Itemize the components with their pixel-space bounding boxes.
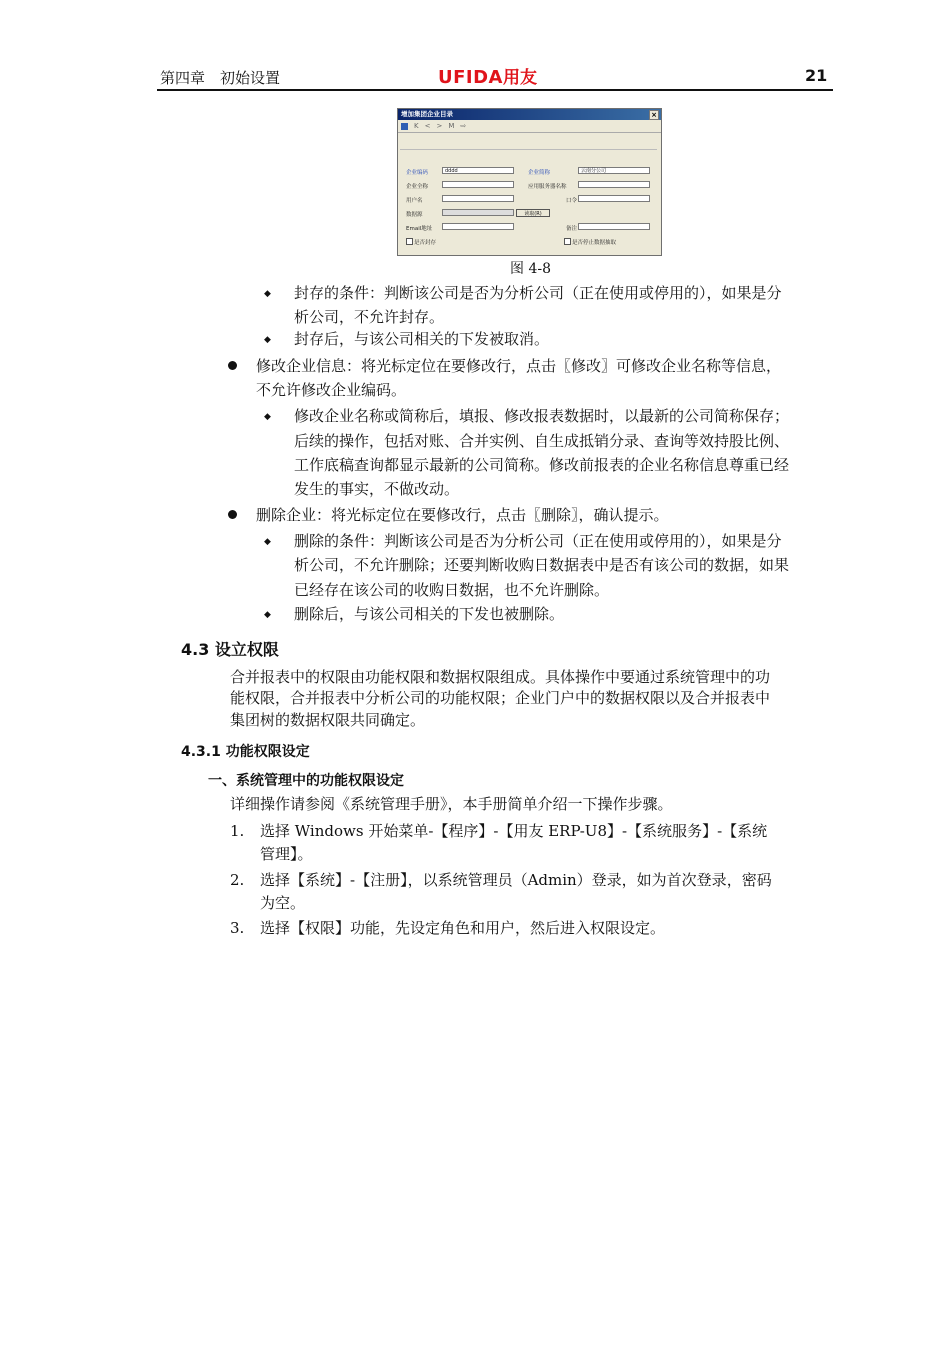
- save-icon[interactable]: [401, 123, 408, 130]
- text-line: 修改企业名称或简称后，填报、修改报表数据时，以最新的公司简称保存；: [294, 407, 790, 425]
- email-input[interactable]: [442, 223, 514, 230]
- password-input[interactable]: [578, 195, 650, 202]
- text-line: 合并报表中的权限由功能权限和数据权限组成。具体操作中要通过系统管理中的功: [230, 668, 771, 686]
- ufida-logo: [438, 63, 537, 88]
- text-line: 删除后，与该公司相关的下发也被删除。: [294, 605, 565, 623]
- label-company-code: 企业编码: [406, 170, 429, 176]
- subsubsection-heading: 一、系统管理中的功能权限设定: [208, 773, 404, 789]
- text-line: 能权限，合并报表中分析公司的功能权限；企业门户中的数据权限以及合并报表中: [230, 689, 771, 707]
- diamond-bullet-icon: ◆: [264, 335, 271, 345]
- logo-brand: UFIDA: [438, 67, 503, 88]
- company-short-input[interactable]: 云南分公司: [578, 167, 650, 174]
- figure-caption: 图 4-8: [510, 261, 551, 277]
- dialog-form: [400, 149, 657, 253]
- stop-extract-checkbox[interactable]: [564, 238, 571, 245]
- text-line: 析公司，不允许封存。: [294, 308, 445, 326]
- label-note: 备注: [566, 226, 578, 232]
- text-line: 已经存在该公司的收购日数据，也不允许删除。: [294, 581, 610, 599]
- datasource-select[interactable]: [442, 209, 514, 216]
- read-button[interactable]: 读取(R): [516, 209, 550, 217]
- text-line: 封存后，与该公司相关的下发被取消。: [294, 330, 550, 348]
- round-bullet-icon: [228, 361, 237, 370]
- company-code-input[interactable]: dddd: [442, 167, 514, 174]
- chapter-title: 第四章 初始设置: [160, 69, 281, 87]
- label-app-server: 应用服务器名称: [528, 184, 567, 190]
- step-text: 选择【权限】功能，先设定角色和用户，然后进入权限设定。: [260, 919, 666, 937]
- text-line: 集团树的数据权限共同确定。: [230, 711, 426, 729]
- exit-icon[interactable]: ⇨: [460, 122, 467, 130]
- app-server-input[interactable]: [578, 181, 650, 188]
- text-line: 修改企业信息：将光标定位在要修改行，点击〖修改〗可修改企业名称等信息，: [256, 357, 782, 375]
- dialog-title-bar: [398, 109, 661, 120]
- diamond-bullet-icon: ◆: [264, 289, 271, 299]
- diamond-bullet-icon: ◆: [264, 610, 271, 620]
- label-password: 口令: [566, 198, 578, 204]
- close-icon[interactable]: ×: [649, 110, 659, 120]
- text-line: 删除的条件：判断该公司是否为分析公司（正在使用或停用的），如果是分: [294, 532, 782, 550]
- step-text: 管理】。: [260, 845, 313, 863]
- first-record-icon[interactable]: K: [414, 122, 419, 130]
- add-company-dialog: [397, 108, 662, 256]
- label-stop-extract: 是否停止数据抽取: [572, 240, 617, 246]
- step-number: 2.: [230, 871, 245, 889]
- round-bullet-icon: [228, 510, 237, 519]
- label-sealed: 是否封存: [414, 240, 437, 246]
- label-company-short: 企业简称: [528, 170, 551, 176]
- prev-record-icon[interactable]: <: [424, 122, 431, 130]
- next-record-icon[interactable]: >: [436, 122, 443, 130]
- label-email: Email地址: [406, 226, 433, 232]
- section-heading: 4.3 设立权限: [181, 640, 279, 659]
- username-input[interactable]: [442, 195, 514, 202]
- diamond-bullet-icon: ◆: [264, 412, 271, 422]
- label-datasource: 数据源: [406, 212, 423, 218]
- text-line: 封存的条件：判断该公司是否为分析公司（正在使用或停用的），如果是分: [294, 284, 782, 302]
- sealed-checkbox[interactable]: [406, 238, 413, 245]
- text-line: 工作底稿查询都显示最新的公司简称。修改前报表的企业名称信息尊重已经: [294, 456, 790, 474]
- text-line: 不允许修改企业编码。: [256, 381, 407, 399]
- note-input[interactable]: [578, 223, 650, 230]
- dialog-toolbar: [398, 120, 661, 133]
- subsection-heading: 4.3.1 功能权限设定: [181, 744, 310, 760]
- text-line: 删除企业：将光标定位在要修改行，点击〖删除〗，确认提示。: [256, 506, 669, 524]
- company-full-input[interactable]: [442, 181, 514, 188]
- dialog-title: 增加集团企业目录: [401, 110, 453, 118]
- text-line: 后续的操作，包括对账、合并实例、自生成抵销分录、查询等效持股比例、: [294, 432, 790, 450]
- text-line: 析公司，不允许删除；还要判断收购日数据表中是否有该公司的数据，如果: [294, 556, 790, 574]
- label-company-full: 企业全称: [406, 184, 429, 190]
- logo-cn: 用友: [502, 68, 537, 88]
- step-text: 选择【系统】-【注册】，以系统管理员（Admin）登录，如为首次登录，密码: [260, 871, 772, 889]
- step-number: 3.: [230, 919, 245, 937]
- diamond-bullet-icon: ◆: [264, 537, 271, 547]
- text-line: 发生的事实，不做改动。: [294, 480, 460, 498]
- step-text: 选择 Windows 开始菜单-【程序】-【用友 ERP-U8】-【系统服务】-【系统: [260, 822, 768, 840]
- page-number: 21: [805, 66, 828, 85]
- step-text: 为空。: [260, 894, 306, 912]
- header-rule: [157, 89, 833, 91]
- text-line: 详细操作请参阅《系统管理手册》，本手册简单介绍一下操作步骤。: [230, 795, 673, 813]
- step-number: 1.: [230, 822, 245, 840]
- last-record-icon[interactable]: M: [448, 122, 455, 130]
- label-username: 用户名: [406, 198, 423, 204]
